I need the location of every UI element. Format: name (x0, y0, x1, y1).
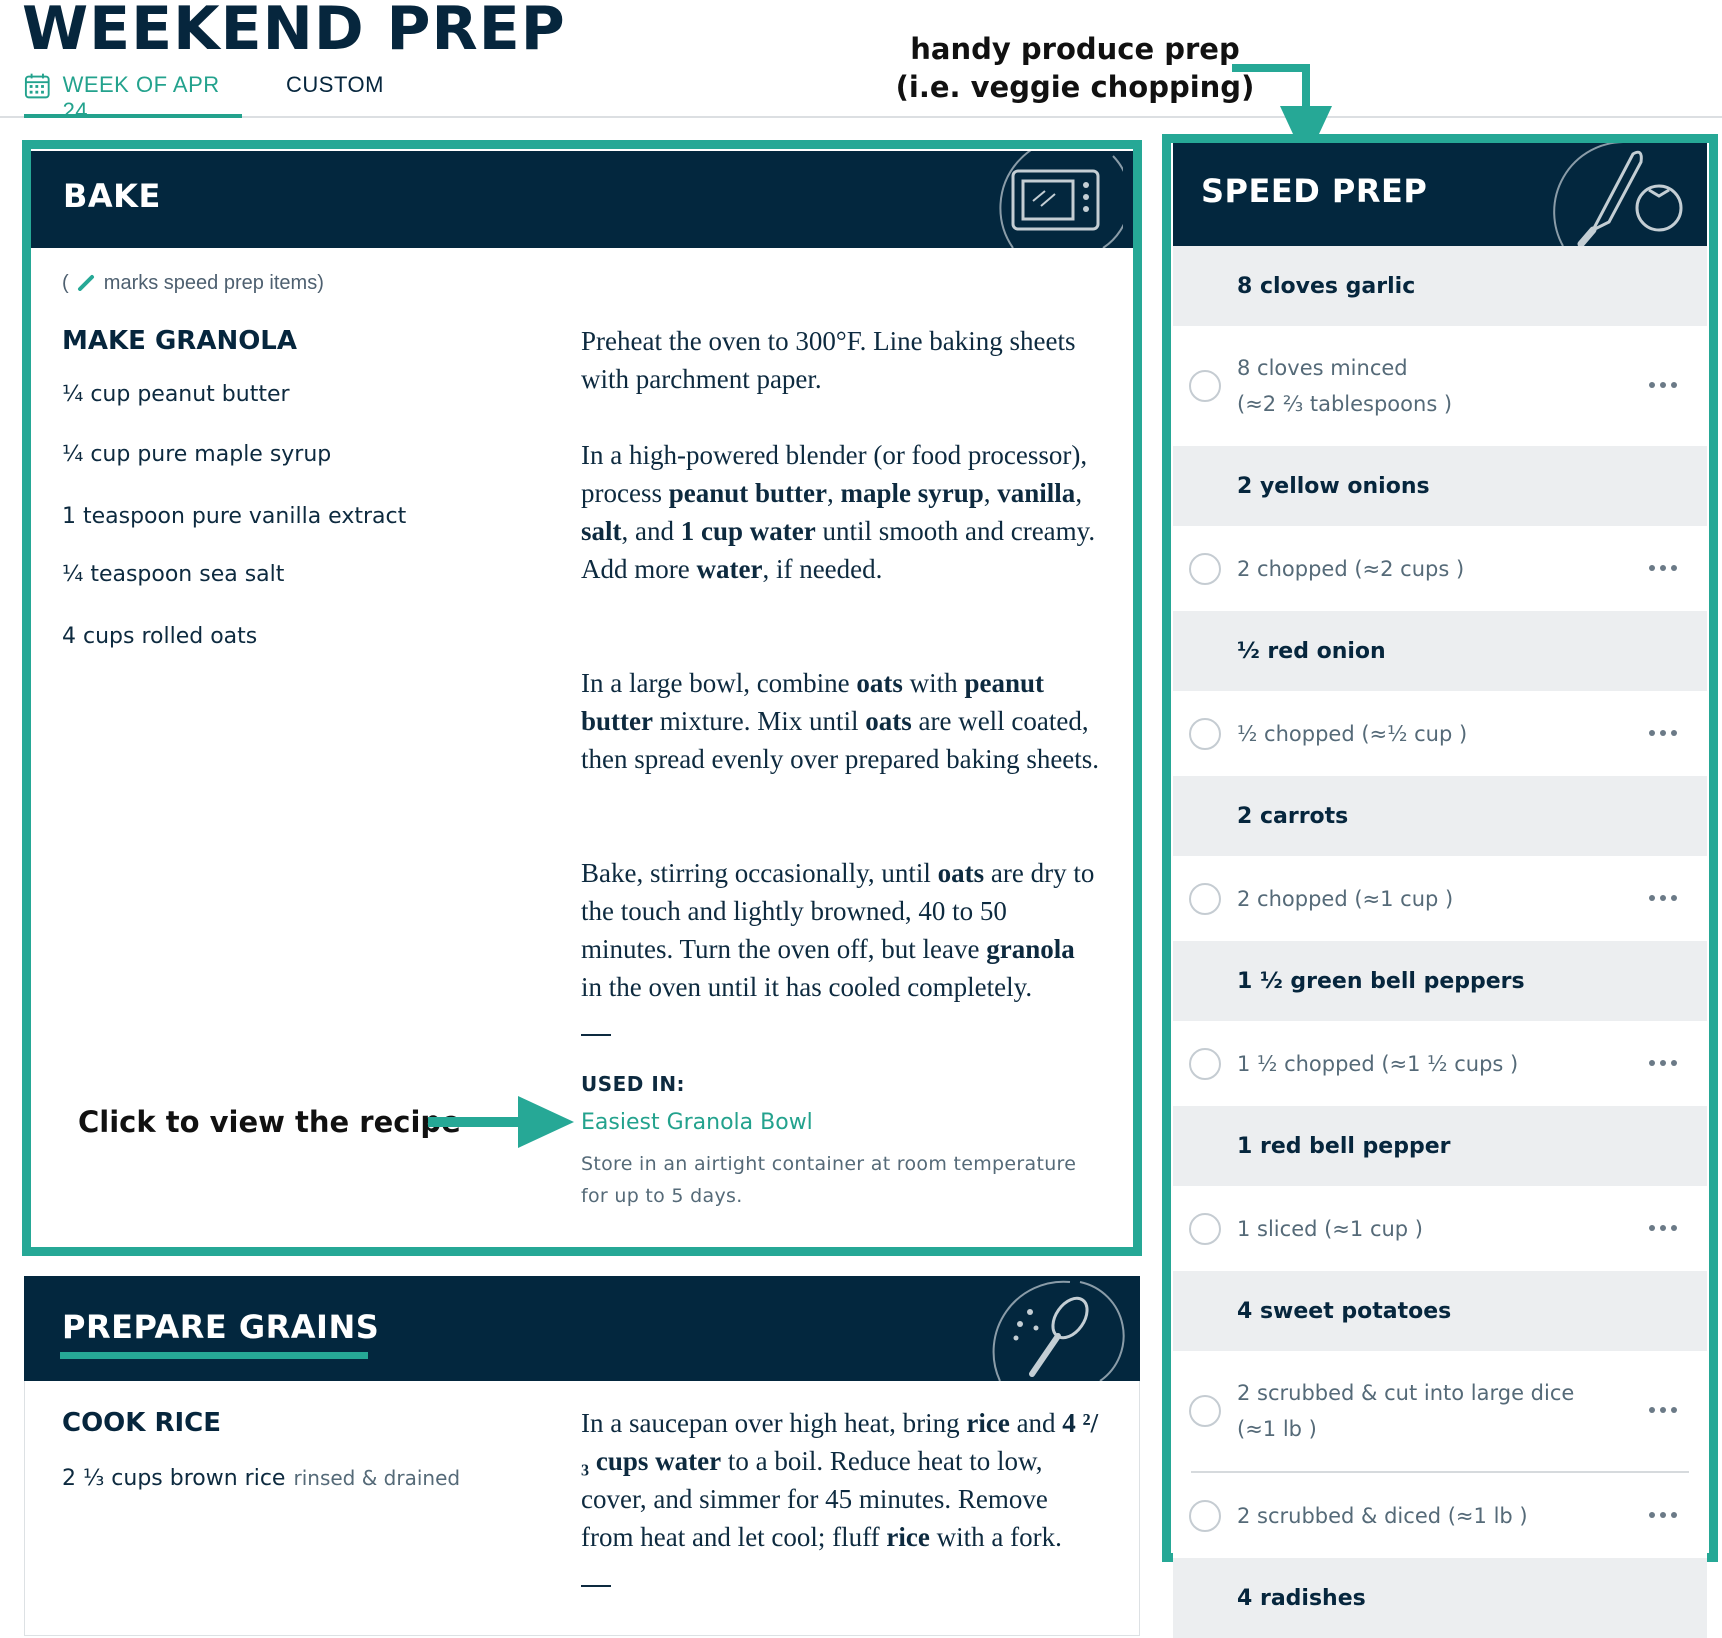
ingredient: 1 teaspoon pure vanilla extract (62, 504, 407, 529)
more-options-icon[interactable] (1649, 565, 1677, 571)
divider (581, 1034, 611, 1036)
more-options-icon[interactable] (1649, 1512, 1677, 1518)
checkbox-circle[interactable] (1189, 883, 1221, 915)
storage-note: Store in an airtight container at room temperature for up to 5 days. (581, 1153, 1077, 1207)
prep-task-line: 2 scrubbed & diced (≈1 lb ) (1237, 1503, 1528, 1528)
spoon-icon (960, 1276, 1130, 1381)
section-title: SPEED PREP (1201, 172, 1428, 210)
recipe-title: COOK RICE (62, 1408, 222, 1438)
legend-text: marks speed prep items) (103, 272, 324, 294)
more-options-icon[interactable] (1649, 1060, 1677, 1066)
produce-heading: 1 ½ green bell peppers (1173, 941, 1707, 1021)
prep-task-line: 1 ½ chopped (≈1 ½ cups ) (1237, 1051, 1519, 1076)
prep-task-text (1173, 1211, 1623, 1247)
oven-icon (973, 151, 1123, 248)
prep-task-line: 8 cloves minced (1237, 356, 1408, 380)
annotation-line: handy produce prep (910, 32, 1240, 66)
prep-task-line: ½ chopped (≈½ cup ) (1237, 721, 1468, 746)
bake-header (31, 151, 1133, 248)
used-in-label: USED IN: (581, 1072, 686, 1096)
prep-task-line: 1 sliced (≈1 cup ) (1237, 1216, 1423, 1241)
ingredient: ¼ cup peanut butter (62, 382, 290, 407)
ingredient: ¼ teaspoon sea salt (62, 562, 285, 587)
legend-paren: ( (62, 272, 69, 294)
instruction-step: In a high-powered blender (or food processor), process peanut butter, maple syrup, vanilla, salt, and 1 cup water until smooth and creamy. Add more water, if needed. (581, 440, 1096, 584)
instruction-step: In a saucepan over high heat, bring rice and 4 ²/₃ cups water to a boil. Reduce heat to low, cover, and simmer for 45 minutes. Remove from heat and let cool; fluff rice with a fork. (581, 1408, 1099, 1552)
more-options-icon[interactable] (1649, 1225, 1677, 1231)
prep-task[interactable] (1173, 1351, 1707, 1471)
prep-task-line: 2 scrubbed & cut into large dice (1237, 1381, 1575, 1405)
produce-heading: 1 red bell pepper (1173, 1106, 1707, 1186)
instruction-step: Preheat the oven to 300°F. Line baking sheets with parchment paper. (581, 326, 1076, 394)
section-title: PREPARE GRAINS (62, 1308, 380, 1346)
prep-task-text (1173, 1498, 1623, 1534)
checkbox-circle[interactable] (1189, 553, 1221, 585)
instruction-step: Bake, stirring occasionally, until oats are dry to the touch and lightly browned, 40 to 50 minutes. Turn the oven off, but leave granola in the oven until it has cooled completely. (581, 858, 1095, 1002)
prep-task[interactable] (1173, 1021, 1707, 1106)
section-underline (60, 1352, 368, 1359)
more-options-icon[interactable] (1649, 895, 1677, 901)
prep-task-text (1173, 1375, 1623, 1447)
prep-task[interactable] (1173, 856, 1707, 941)
calendar-icon (24, 72, 51, 100)
knife-icon (74, 273, 98, 291)
annotation-produce (880, 30, 1270, 106)
prep-task[interactable] (1173, 1186, 1707, 1271)
produce-heading: 4 sweet potatoes (1173, 1271, 1707, 1351)
prep-task[interactable] (1173, 326, 1707, 446)
tab-custom[interactable]: CUSTOM (286, 72, 384, 97)
prep-task-line: (≈1 lb ) (1237, 1417, 1317, 1441)
speed-prep-list (1173, 246, 1707, 1638)
prep-task-line: 2 chopped (≈2 cups ) (1237, 556, 1465, 581)
produce-heading: 4 radishes (1173, 1558, 1707, 1638)
checkbox-circle[interactable] (1189, 1500, 1221, 1532)
prep-task-text (1173, 350, 1623, 422)
instruction-step: In a large bowl, combine oats with peanut butter mixture. Mix until oats are well coated, then spread evenly over prepared baking sheets. (581, 668, 1100, 774)
ingredient: ¼ cup pure maple syrup (62, 442, 332, 467)
annotation-click: Click to view the recipe (78, 1105, 461, 1139)
tab-week-of[interactable] (24, 72, 242, 123)
checkbox-circle[interactable] (1189, 718, 1221, 750)
checkbox-circle[interactable] (1189, 1048, 1221, 1080)
produce-heading: 8 cloves garlic (1173, 246, 1707, 326)
prep-task-text (1173, 881, 1623, 917)
more-options-icon[interactable] (1649, 382, 1677, 388)
prep-task-line: (≈2 ⅔ tablespoons ) (1237, 392, 1453, 416)
ingredient: 4 cups rolled oats (62, 624, 258, 649)
prep-task[interactable] (1173, 526, 1707, 611)
section-title: BAKE (63, 177, 161, 215)
checkbox-circle[interactable] (1189, 1213, 1221, 1245)
ingredient-note: rinsed & drained (293, 1466, 461, 1490)
page-title: WEEKEND PREP (22, 0, 566, 64)
prep-task-line: 2 chopped (≈1 cup ) (1237, 886, 1454, 911)
ingredient (62, 1466, 460, 1491)
speed-prep-legend (62, 272, 324, 295)
produce-heading: ½ red onion (1173, 611, 1707, 691)
produce-heading: 2 yellow onions (1173, 446, 1707, 526)
divider (581, 1585, 611, 1587)
prep-task-text (1173, 716, 1623, 752)
annotation-arrow-right (424, 1094, 574, 1150)
ingredient-text: 2 ⅓ cups brown rice (62, 1466, 286, 1491)
checkbox-circle[interactable] (1189, 370, 1221, 402)
annotation-line: (i.e. veggie chopping) (895, 70, 1255, 104)
prep-task[interactable] (1173, 1473, 1707, 1558)
prep-task-text (1173, 1046, 1623, 1082)
prep-task-text (1173, 551, 1623, 587)
more-options-icon[interactable] (1649, 730, 1677, 736)
more-options-icon[interactable] (1649, 1407, 1677, 1413)
tab-bar (0, 60, 1722, 123)
recipe-link[interactable]: Easiest Granola Bowl (581, 1110, 813, 1135)
produce-heading: 2 carrots (1173, 776, 1707, 856)
checkbox-circle[interactable] (1189, 1395, 1221, 1427)
grains-header (24, 1276, 1140, 1381)
prep-task[interactable] (1173, 691, 1707, 776)
recipe-title: MAKE GRANOLA (62, 326, 297, 356)
tab-label: WEEK OF APR 24 (62, 72, 220, 123)
